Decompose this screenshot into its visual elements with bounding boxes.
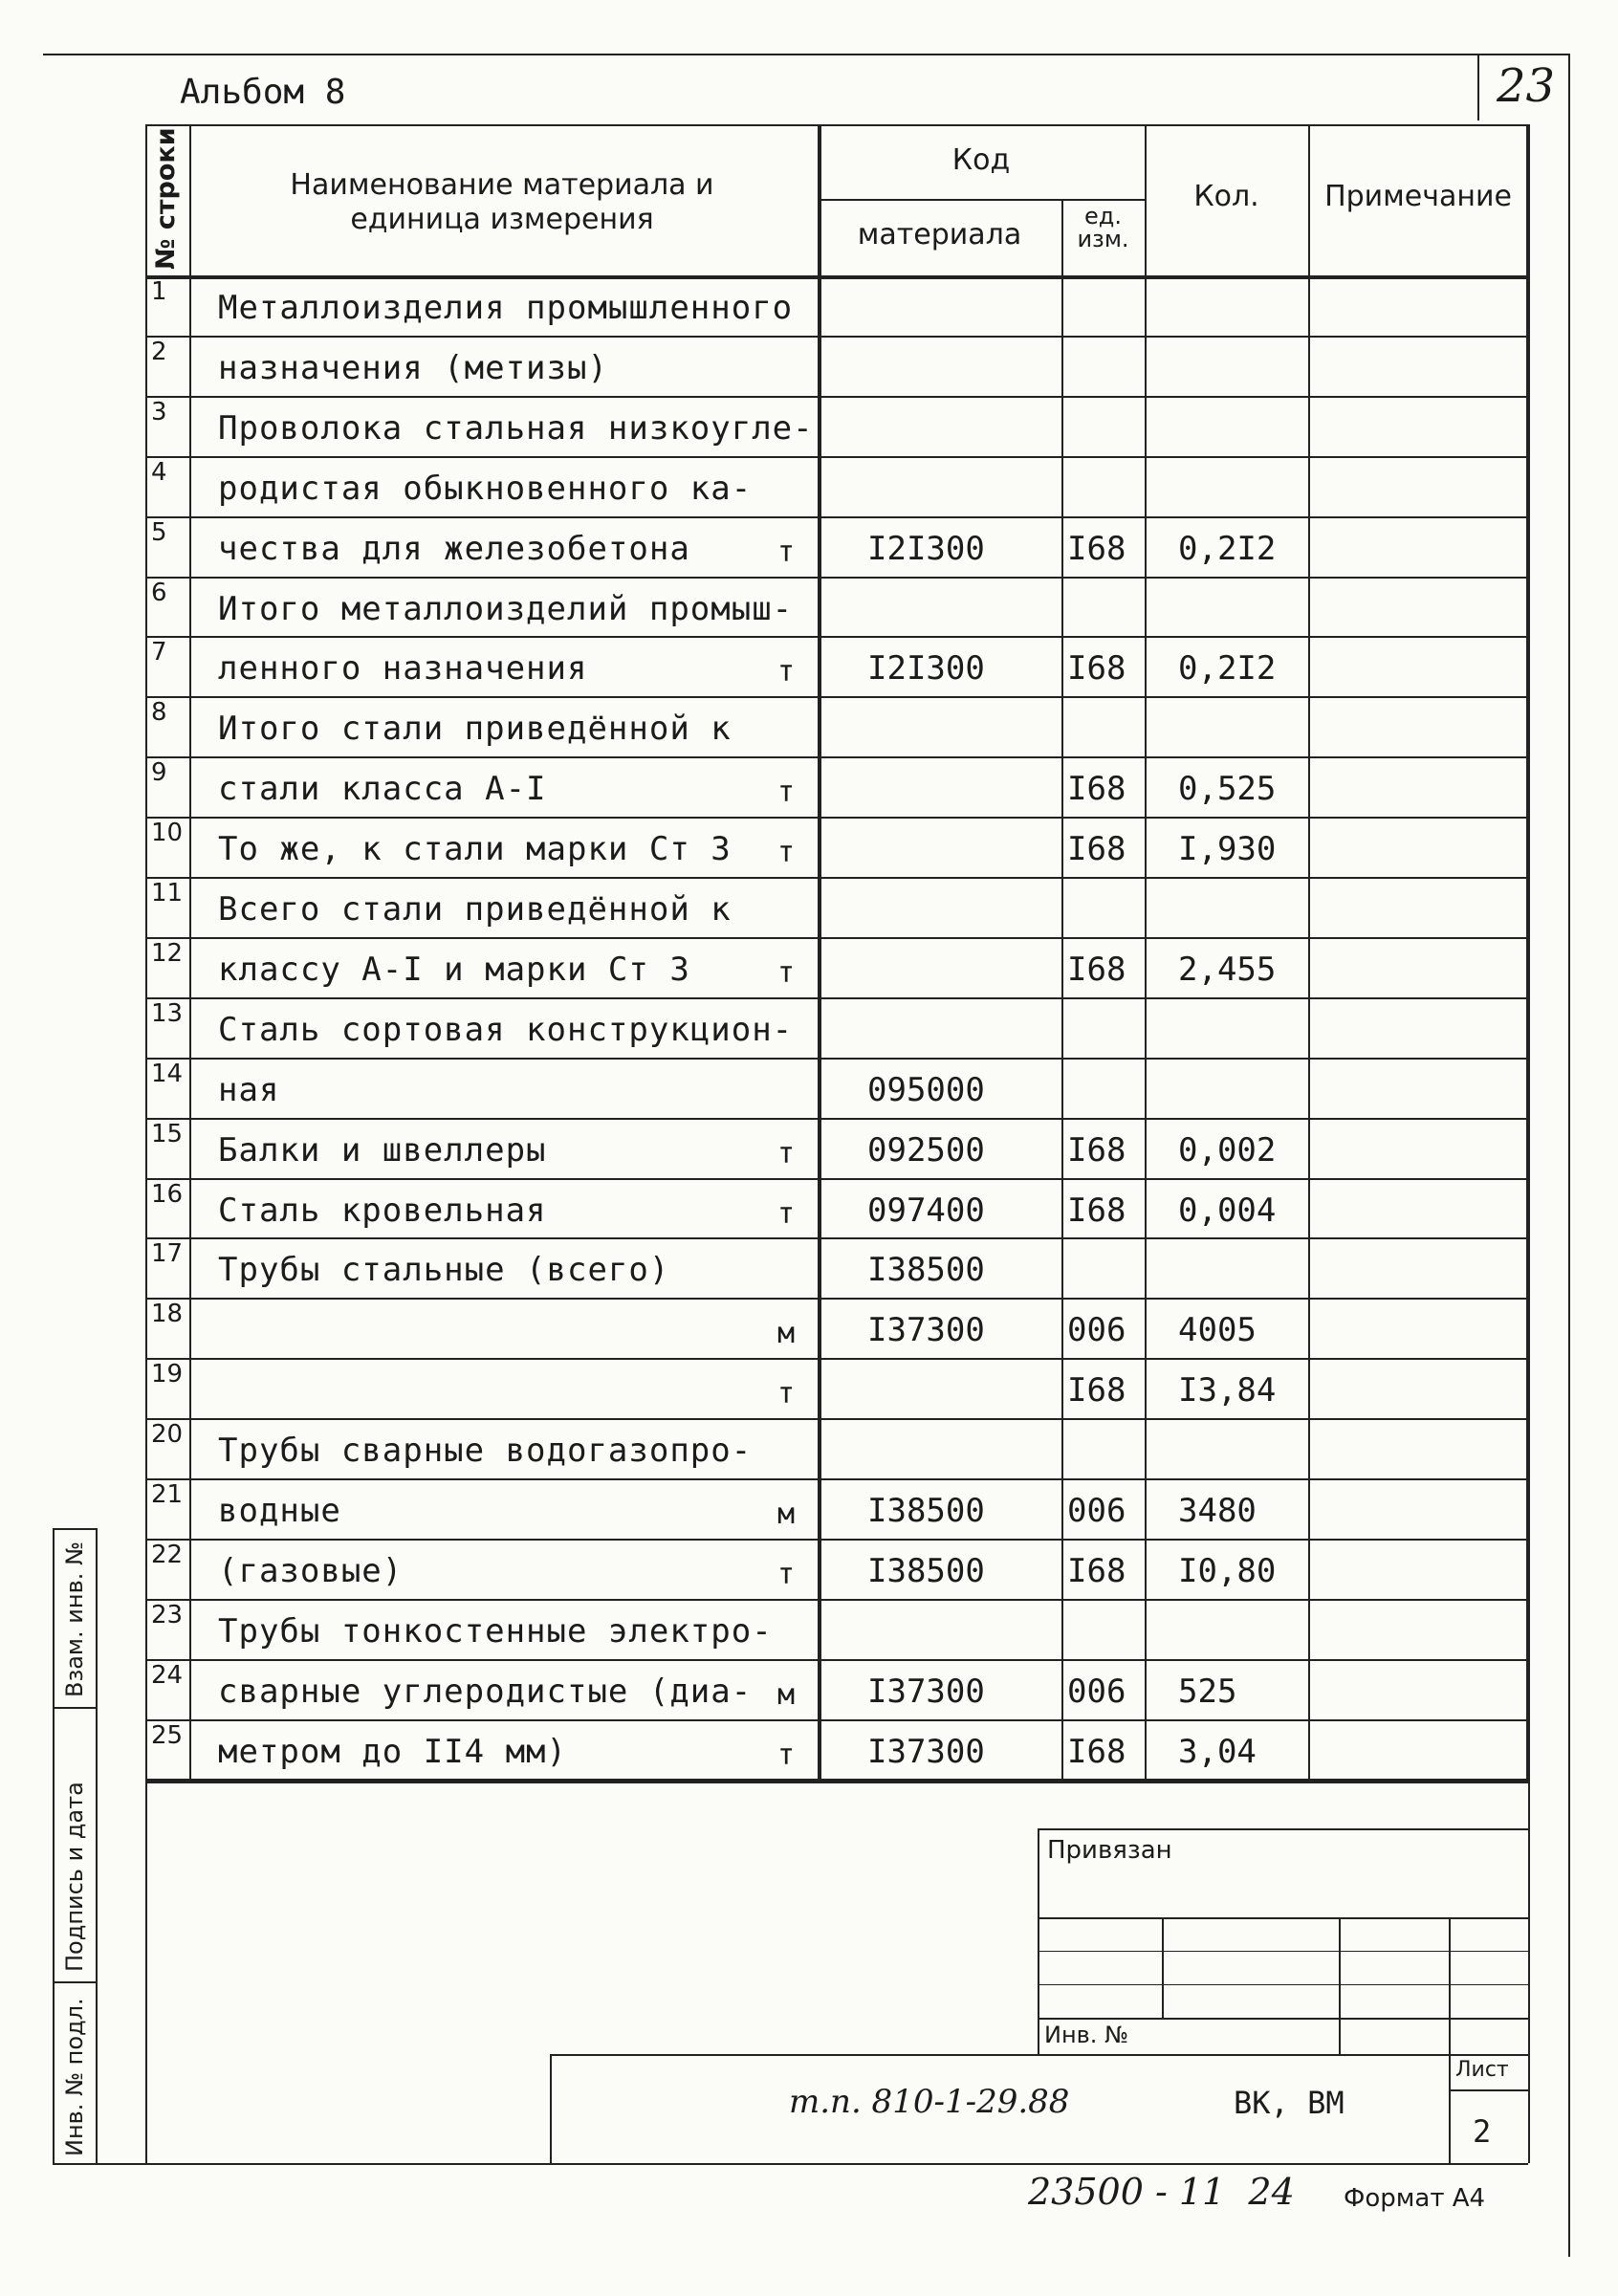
header-qty: Кол. [1193,180,1259,213]
sheet-top-number: 23 [1497,59,1556,113]
row-material-name: классу А-I и марки Ст 3 [218,950,690,989]
row-unit-code: I68 [1067,1371,1126,1410]
stamp-list-label: Лист [1455,2058,1509,2082]
row-number: 9 [151,758,167,788]
row-material-name: Сталь кровельная [218,1191,547,1230]
row-number: 23 [151,1600,184,1629]
row-material-name: Балки и швеллеры [218,1130,547,1170]
row-number: 7 [151,638,167,667]
row-unit: т [777,836,796,870]
row-unit-code: 006 [1067,1492,1126,1530]
row-quantity: I,930 [1178,830,1277,869]
row-number: 21 [151,1480,184,1509]
row-unit: м [777,1317,796,1351]
row-number: 15 [151,1119,184,1148]
row-number: 8 [151,698,167,728]
row-material-code: I38500 [867,1251,985,1290]
row-quantity: 0,004 [1178,1191,1277,1230]
row-number: 6 [151,578,167,607]
stamp-inv-no: Инв. № [1044,2022,1129,2048]
row-number: 10 [151,819,184,848]
row-unit-code: I68 [1067,950,1126,989]
row-number: 4 [151,457,167,487]
row-unit-code: I68 [1067,1130,1126,1170]
row-material-code: 097400 [867,1191,985,1230]
row-quantity: 0,2I2 [1178,529,1277,568]
format-label: Формат А4 [1344,2184,1486,2213]
row-material-name: назначения (метизы) [218,348,608,387]
row-quantity: 0,2I2 [1178,649,1277,689]
row-number: 25 [151,1720,184,1750]
row-material-code: I37300 [867,1672,985,1711]
row-unit-code: I68 [1067,649,1126,689]
row-quantity: 2,455 [1178,950,1277,989]
row-number: 13 [151,998,184,1028]
row-number: 16 [151,1179,184,1209]
row-material-name: Проволока стальная низкоугле- [218,408,814,448]
row-unit: м [777,1498,796,1531]
side-label-podpis: Подпись и дата [61,1782,88,1972]
row-number: 11 [151,879,184,907]
row-unit-code: 006 [1067,1311,1126,1350]
row-number: 5 [151,517,167,547]
row-unit: т [777,1557,796,1591]
row-unit: т [777,1377,796,1411]
row-unit: т [777,1196,796,1231]
row-material-name: (газовые) [218,1551,404,1590]
row-material-code: I38500 [867,1492,985,1530]
row-unit: т [777,776,796,810]
row-unit-code: I68 [1067,1551,1126,1590]
row-material-name: водные [218,1492,341,1530]
row-unit: т [777,655,796,689]
stamp-mark: ВК, ВМ [1234,2085,1345,2121]
archive-number: 23500 - 11 24 [1028,2171,1295,2213]
row-material-name: ленного назначения [218,649,588,689]
row-quantity: 4005 [1178,1311,1257,1350]
row-quantity: I3,84 [1178,1371,1277,1410]
row-number: 1 [151,277,167,306]
row-material-name: Итого стали приведённой к [218,710,732,749]
header-code-unit: ед. изм. [1077,203,1129,252]
row-material-code: 095000 [867,1070,985,1109]
row-number: 22 [151,1540,184,1569]
row-material-name: ная [218,1070,280,1109]
row-material-name: Итого металлоизделий промыш- [218,589,794,628]
row-material-name: То же, к стали марки Ст 3 [218,830,732,869]
header-name: Наименование материала и единица измерения [290,168,714,236]
row-unit-code: I68 [1067,1732,1126,1771]
header-row-no: № строки [151,127,181,270]
row-number: 19 [151,1360,184,1389]
row-material-code: 092500 [867,1130,985,1170]
row-unit-code: I68 [1067,1191,1126,1230]
row-material-code: I37300 [867,1311,985,1350]
header-note: Примечание [1324,180,1512,213]
row-quantity: 3,04 [1178,1732,1257,1771]
row-quantity: 0,525 [1178,770,1277,809]
row-number: 18 [151,1300,184,1329]
row-unit: м [777,1677,796,1712]
row-material-name: Всего стали приведённой к [218,890,732,929]
row-material-name: родистая обыкновенного ка- [218,469,753,508]
stamp-list-number: 2 [1473,2113,1492,2150]
row-unit: т [777,955,796,990]
header-code-material: материала [857,218,1022,251]
row-number: 3 [151,397,167,426]
row-number: 12 [151,938,184,968]
album-label: Альбом 8 [180,73,346,112]
row-material-name: Сталь сортовая конструкцион- [218,1010,794,1049]
row-unit-code: I68 [1067,830,1126,869]
row-material-code: I38500 [867,1551,985,1590]
row-quantity: I0,80 [1178,1551,1277,1590]
row-quantity: 525 [1178,1672,1237,1711]
row-unit-code: 006 [1067,1672,1126,1711]
stamp-privyazan: Привязан [1047,1836,1172,1865]
row-number: 14 [151,1059,184,1088]
row-material-name: Трубы тонкостенные электро- [218,1611,773,1651]
row-unit: т [777,535,796,569]
row-material-code: I2I300 [867,529,985,568]
row-unit: т [777,1136,796,1170]
side-label-vzam: Взам. инв. № [61,1542,88,1697]
row-material-name: чества для железобетона [218,529,690,568]
side-label-inv-podl: Инв. № подл. [61,1998,88,2156]
row-quantity: 0,002 [1178,1130,1277,1170]
row-unit-code: I68 [1067,770,1126,809]
row-material-name: Трубы стальные (всего) [218,1251,670,1290]
row-material-code: I37300 [867,1732,985,1771]
row-unit-code: I68 [1067,529,1126,568]
row-material-name: стали класса А-I [218,770,547,809]
stamp-project: т.п. 810-1-29.88 [789,2083,1070,2121]
row-material-name: метром до II4 мм) [218,1732,567,1771]
row-number: 17 [151,1239,184,1269]
header-code: Код [951,143,1011,177]
row-material-name: сварные углеродистые (диа- [218,1672,753,1711]
row-material-name: Трубы сварные водогазопро- [218,1432,753,1471]
row-number: 2 [151,337,167,366]
row-unit: т [777,1738,796,1772]
row-material-name: Металлоизделия промышленного [218,289,794,327]
row-material-code: I2I300 [867,649,985,689]
row-number: 20 [151,1420,184,1450]
row-number: 24 [151,1660,184,1690]
row-quantity: 3480 [1178,1492,1257,1530]
